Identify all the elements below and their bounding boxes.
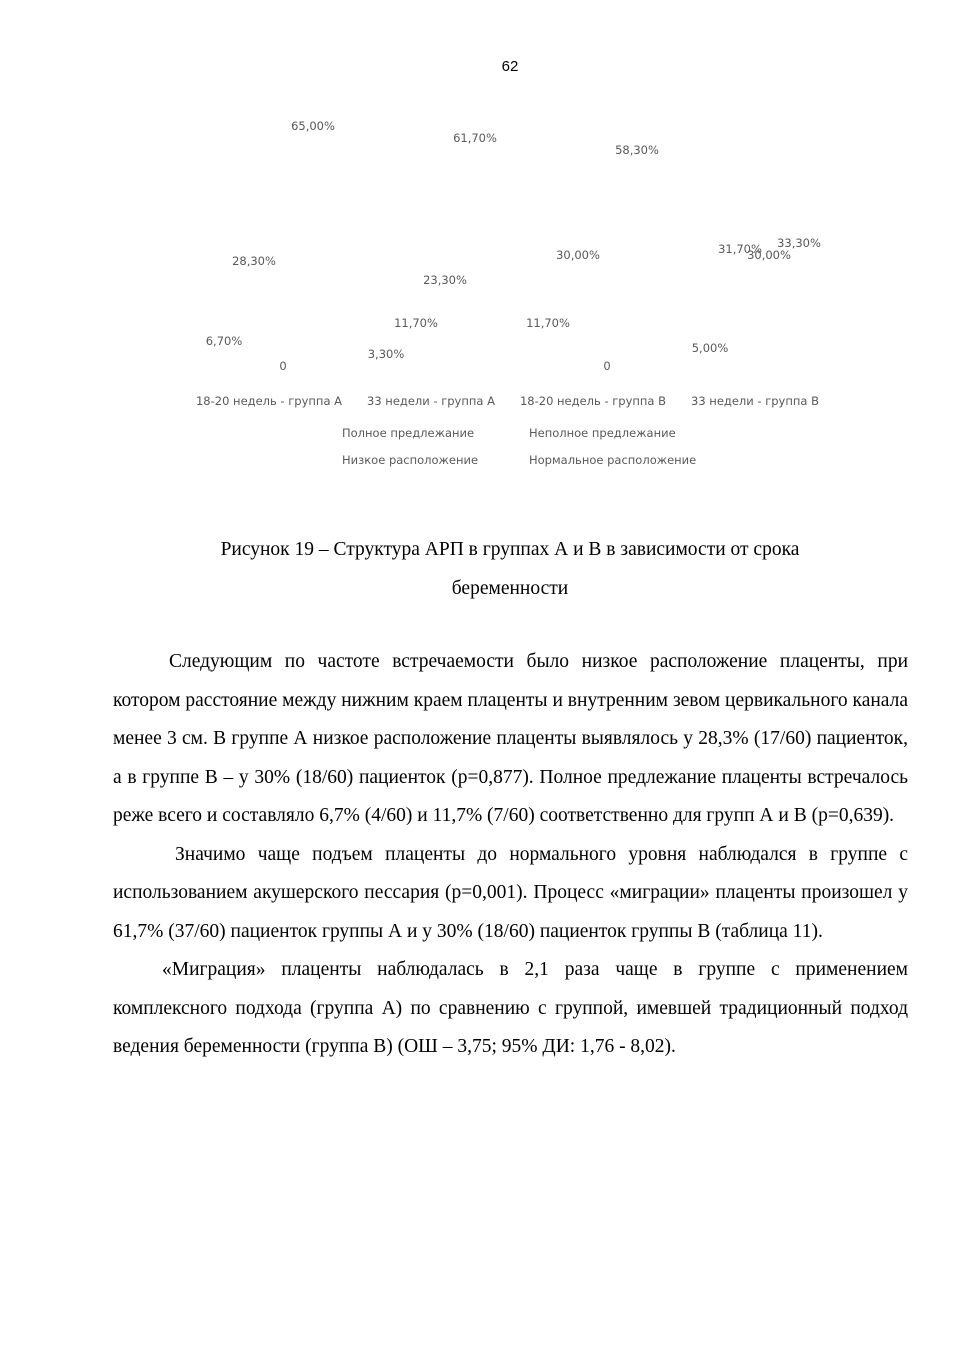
page-number: 62 <box>501 58 519 75</box>
caption-line-2: беременности <box>451 578 569 599</box>
data-label: 6,70% <box>205 334 243 349</box>
legend-entry: Полное предлежание <box>342 426 475 440</box>
data-label: 58,30% <box>615 143 659 158</box>
data-label: 5,00% <box>691 340 729 355</box>
data-label: 0 <box>279 359 287 373</box>
paragraph: Следующим по частоте встречаемости было низкое расположение плаценты, при котором расстояние между нижним краем плаценты и внутренним зевом цервикального канала менее 3 см. В группе А низкое расположение плаценты выявлялось у 28,3% (17/60) пациенток, а в группе В – у 30% (18/60) пациенток (р=0,877). Полное предлежание плаценты встречалось реже всего и составляло 6,7% (4/60) и 11,7% (7/60) соответственно для групп А и В (р=0,639). <box>113 651 908 826</box>
data-label: 3,30% <box>367 346 405 361</box>
category-label: 18-20 недель - группа В <box>519 394 667 408</box>
category-label: 18-20 недель - группа А <box>195 394 343 408</box>
data-label: 30,00% <box>556 248 600 262</box>
data-label: 28,30% <box>232 254 276 269</box>
data-label: 23,30% <box>423 272 467 287</box>
data-label: 11,70% <box>526 315 570 330</box>
data-label: 33,30% <box>777 235 821 250</box>
data-label: 0 <box>603 359 611 373</box>
paragraph: Значимо чаще подъем плаценты до нормального уровня наблюдался в группе с использованием акушерского пессария (р=0,001). Процесс «миграции» плаценты произошел у 61,7% (37/60) пациенток группы А и у 30% (18/60) пациенток группы В (таблица 11). <box>113 843 908 942</box>
chart <box>0 0 954 480</box>
data-label: 61,70% <box>453 130 497 145</box>
caption-line-1: Рисунок 19 – Структура АРП в группах А и В в зависимости от срока <box>220 539 800 560</box>
body-text <box>113 643 908 1067</box>
paragraph: «Миграция» плаценты наблюдалась в 2,1 раза чаще в группе с применением комплексного подхода (группа А) по сравнению с группой, имевшей традиционный подход ведения беременности (группа В) (ОШ – 3,75; 95% ДИ: 1,76 - 8,02). <box>113 959 908 1057</box>
data-label: 65,00% <box>291 118 335 133</box>
legend-entry: Нормальное расположение <box>529 453 697 467</box>
figure-caption <box>150 530 870 608</box>
data-label: 30,00% <box>747 248 791 262</box>
data-label: 31,70% <box>718 241 762 256</box>
category-label: 33 недели - группа А <box>367 394 495 408</box>
legend-entry: Низкое расположение <box>342 453 479 467</box>
category-label: 33 недели - группа В <box>691 394 819 408</box>
legend-entry: Неполное предлежание <box>529 426 676 440</box>
data-label: 11,70% <box>394 315 438 330</box>
